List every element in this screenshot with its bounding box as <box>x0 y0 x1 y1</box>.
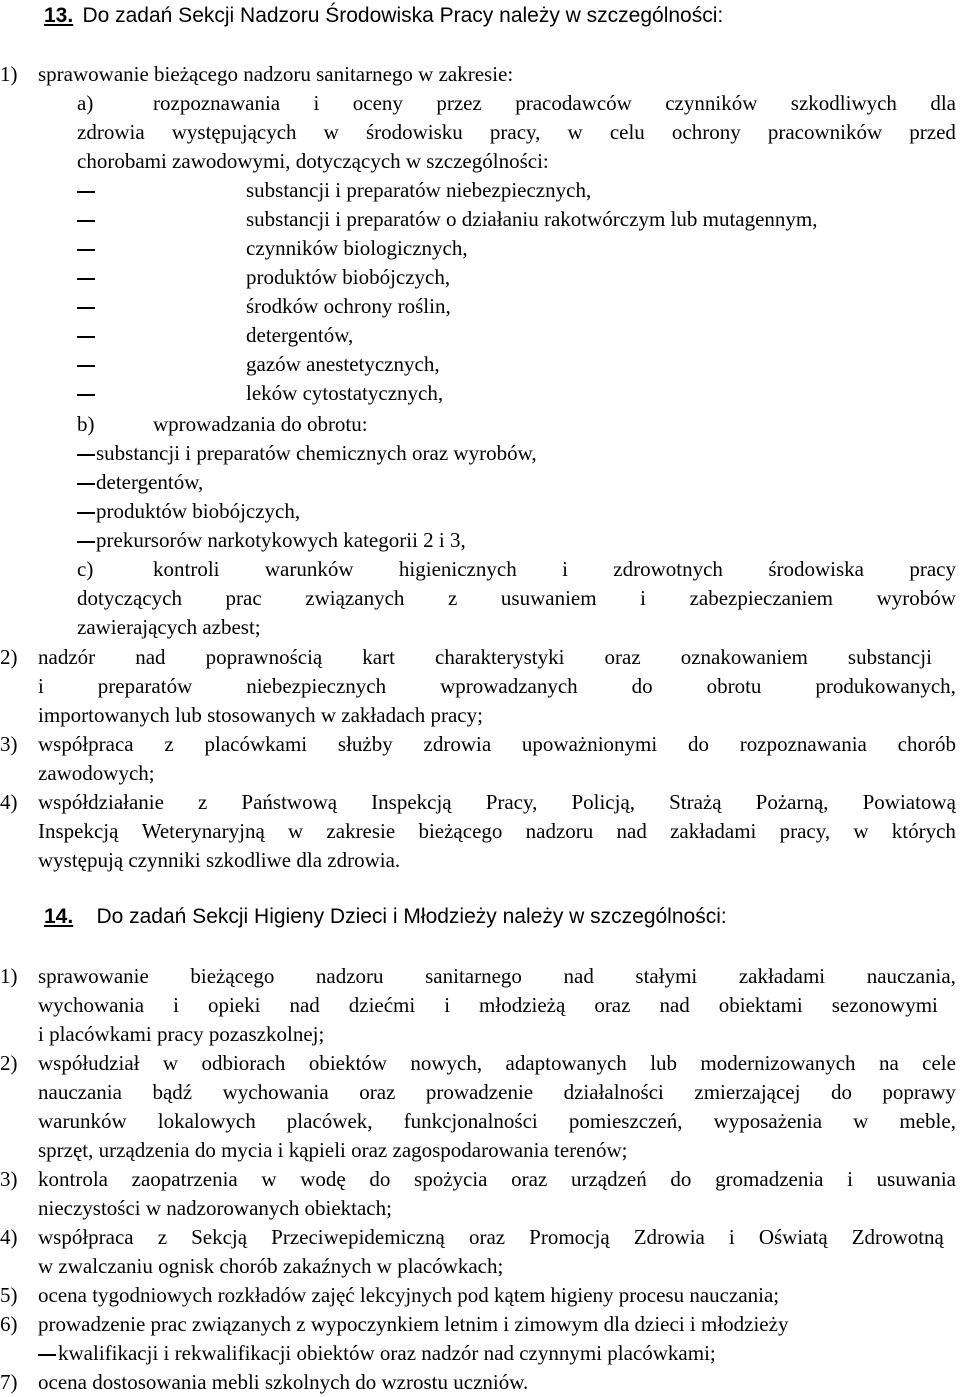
s13-item2-line3: importowanych lub stosowanych w zakładach pracy; <box>38 703 483 727</box>
s13-b-dash-mark <box>77 541 95 543</box>
word: zakładami <box>738 964 826 988</box>
word: oraz <box>511 1167 548 1191</box>
word: nad <box>289 993 320 1017</box>
word: oraz <box>604 645 641 669</box>
word: usuwania <box>876 1167 956 1191</box>
s14-item3-line1 <box>38 1165 956 1194</box>
s14-item1-number: 1) <box>0 964 18 988</box>
word: Sekcją <box>191 1225 248 1249</box>
s13-a-item: substancji i preparatów niebezpiecznych, <box>246 178 592 202</box>
s14-item2-line1 <box>38 1049 956 1078</box>
word: obiektów <box>308 1051 387 1075</box>
word: dotyczących <box>77 586 182 610</box>
word: wychowania <box>222 1080 329 1104</box>
word: w <box>853 1109 869 1133</box>
s13-b-label: b) <box>77 412 95 436</box>
s13-item2-line2 <box>38 672 956 701</box>
s13-b-item: prekursorów narkotykowych kategorii 2 i 3, <box>96 528 466 552</box>
word: dla <box>930 91 956 115</box>
word: z <box>164 732 174 756</box>
section-14-heading <box>44 902 727 931</box>
word: upoważnionymi <box>521 732 658 756</box>
word: Policją, <box>571 790 636 814</box>
word: zmierzającej <box>694 1080 801 1104</box>
word: bądź <box>152 1080 193 1104</box>
word: środowiska <box>768 557 864 581</box>
s14-item7-text: ocena dostosowania mebli szkolnych do wzrostu uczniów. <box>38 1370 529 1394</box>
s13-a-item: substancji i preparatów o działaniu rakotwórczym lub mutagennym, <box>246 207 818 231</box>
s13-item4-line3: występują czynniki szkodliwe dla zdrowia. <box>38 848 401 872</box>
word: pracodawców <box>515 91 632 115</box>
word: poprawnością <box>205 645 323 669</box>
s13-c-line3: zawierających azbest; <box>77 615 261 639</box>
word: poprawy <box>882 1080 956 1104</box>
s13-item2-line1 <box>38 643 932 672</box>
s13-a-dash-mark <box>77 220 95 222</box>
word: Zdrowotną <box>851 1225 944 1249</box>
s13-a-item: gazów anestetycznych, <box>246 352 440 376</box>
word: środowisku <box>365 120 463 144</box>
s13-a-item: detergentów, <box>246 323 354 347</box>
word: odbiorach <box>201 1051 286 1075</box>
s13-a-line3: chorobami zawodowymi, dotyczących w szczególności: <box>77 149 549 173</box>
section-13-title: Do zadań Sekcji Nadzoru Środowiska Pracy należy w szczególności: <box>82 4 724 27</box>
s13-a-item: środków ochrony roślin, <box>246 294 451 318</box>
word: funkcjonalności <box>403 1109 538 1133</box>
word: preparatów <box>97 674 193 698</box>
s13-a-dash-mark <box>77 336 95 338</box>
s13-item4-number: 4) <box>0 790 18 814</box>
word: na <box>878 1051 899 1075</box>
s14-item2-line2 <box>38 1078 956 1107</box>
word: do <box>687 732 709 756</box>
word: adaptowanych <box>505 1051 627 1075</box>
s13-item4-line1 <box>38 788 956 817</box>
s14-item6-number: 6) <box>0 1312 18 1336</box>
s14-item2-number: 2) <box>0 1051 18 1075</box>
s14-item4-line1 <box>38 1223 944 1252</box>
word: przez <box>436 91 482 115</box>
word: higienicznych <box>398 557 517 581</box>
word: rozpoznawania <box>739 732 867 756</box>
word: do <box>670 1167 692 1191</box>
word: wodę <box>300 1167 346 1191</box>
word: i <box>640 586 646 610</box>
word: pomieszczeń, <box>568 1109 683 1133</box>
s13-item1-text: sprawowanie bieżącego nadzoru sanitarnego w zakresie: <box>38 62 514 86</box>
s13-item4-line2 <box>38 817 956 846</box>
word: Przeciwepidemiczną <box>271 1225 445 1249</box>
word: Strażą <box>669 790 722 814</box>
word: współdziałanie <box>38 790 164 814</box>
word: pracy, <box>489 120 541 144</box>
word: do <box>631 674 653 698</box>
s13-a-item: produktów biobójczych, <box>246 265 451 289</box>
word: rozpoznawania <box>153 91 281 115</box>
s13-b-dash-mark <box>77 454 95 456</box>
word: kart <box>362 645 395 669</box>
word: których <box>891 819 956 843</box>
s14-item4-line2: w zwalczaniu ognisk chorób zakaźnych w placówkach; <box>38 1254 504 1278</box>
word: stałymi <box>635 964 698 988</box>
s13-a-label: a) <box>77 91 94 115</box>
word: zakładami <box>670 819 757 843</box>
word: i <box>562 557 568 581</box>
s14-item5-number: 5) <box>0 1283 18 1307</box>
word: służby <box>337 732 393 756</box>
s13-item1-number: 1) <box>0 62 18 86</box>
word: Oświatą <box>758 1225 828 1249</box>
word: warunków <box>264 557 354 581</box>
word: i <box>444 993 451 1017</box>
word: Powiatową <box>862 790 956 814</box>
word: zdrowia <box>423 732 492 756</box>
s13-item2-number: 2) <box>0 645 18 669</box>
word: związanych <box>305 586 405 610</box>
word: celu <box>609 120 645 144</box>
word: warunków <box>38 1109 127 1133</box>
word: bieżącego <box>418 819 503 843</box>
word: w <box>323 120 339 144</box>
s14-item4-number: 4) <box>0 1225 18 1249</box>
word: w <box>162 1051 179 1075</box>
word: i <box>38 674 44 698</box>
word: nad <box>616 819 647 843</box>
word: współpraca <box>38 732 134 756</box>
s13-b-dash-mark <box>77 512 95 514</box>
word: wychowania <box>38 993 145 1017</box>
word: prowadzenie <box>425 1080 534 1104</box>
s13-a-dash-mark <box>77 394 95 396</box>
word: chorób <box>897 732 956 756</box>
s13-b-item: substancji i preparatów chemicznych oraz wyrobów, <box>96 441 537 465</box>
word: czynników <box>665 91 758 115</box>
word: z <box>447 586 458 610</box>
word: zabezpieczaniem <box>689 586 833 610</box>
word: spożycia <box>414 1167 488 1191</box>
s13-c-line1 <box>153 555 956 584</box>
s14-item6-dash-text: kwalifikacji i rekwalifikacji obiektów oraz nadzór nad czynnymi placówkami; <box>58 1341 716 1365</box>
s14-item3-number: 3) <box>0 1167 18 1191</box>
word: do <box>830 1080 852 1104</box>
word: pracy, <box>779 819 831 843</box>
s13-c-line2 <box>77 584 956 613</box>
word: placówkami <box>204 732 308 756</box>
word: w <box>288 819 304 843</box>
word: niebezpiecznych <box>246 674 387 698</box>
word: szkodliwych <box>790 91 897 115</box>
word: Weterynaryjną <box>141 819 265 843</box>
s13-a-dash-mark <box>77 278 95 280</box>
word: wprowadzanych <box>440 674 578 698</box>
word: oraz <box>468 1225 506 1249</box>
word: nauczania <box>38 1080 122 1104</box>
s14-item7-number: 7) <box>0 1370 18 1394</box>
s13-a-dash-mark <box>77 191 95 193</box>
section-13-heading <box>44 1 723 30</box>
word: przed <box>909 120 956 144</box>
word: i <box>173 993 179 1017</box>
word: występujących <box>171 120 297 144</box>
s13-a-dash-mark <box>77 307 95 309</box>
word: w <box>853 819 869 843</box>
s13-c-label: c) <box>77 557 94 581</box>
word: i <box>313 91 320 115</box>
word: ochrony <box>671 120 741 144</box>
word: nauczania, <box>866 964 956 988</box>
word: meble, <box>899 1109 956 1133</box>
word: nad <box>659 993 690 1017</box>
s14-item2-line4: sprzęt, urządzenia do mycia i kąpieli oraz zagospodarowania terenów; <box>38 1138 628 1162</box>
word: z <box>157 1225 168 1249</box>
word: sprawowanie <box>38 964 149 988</box>
word: nowych, <box>410 1051 483 1075</box>
word: i <box>728 1225 735 1249</box>
word: oraz <box>359 1080 396 1104</box>
word: z <box>198 790 208 814</box>
word: prac <box>225 586 262 610</box>
s13-b-dash-mark <box>77 483 95 485</box>
word: działalności <box>563 1080 664 1104</box>
word: wyrobów <box>876 586 956 610</box>
word: substancji <box>847 645 932 669</box>
s13-item3-line1 <box>38 730 956 759</box>
word: Pożarną, <box>755 790 829 814</box>
word: cele <box>922 1051 956 1075</box>
word: współpraca <box>38 1225 134 1249</box>
word: w <box>261 1167 277 1191</box>
word: Pracy, <box>485 790 538 814</box>
s13-a-line2 <box>77 118 956 147</box>
word: Państwową <box>241 790 338 814</box>
word: urządzeń <box>570 1167 647 1191</box>
s13-item3-number: 3) <box>0 732 18 756</box>
s14-item6-dash-mark <box>38 1354 56 1356</box>
s14-item2-line3 <box>38 1107 956 1136</box>
word: obrotu <box>706 674 762 698</box>
word: gromadzenia <box>715 1167 824 1191</box>
s14-item6-text: prowadzenie prac związanych z wypoczynkiem letnim i zimowym dla dzieci i młodzieży <box>38 1312 789 1336</box>
section-14-title: Do zadań Sekcji Higieny Dzieci i Młodzieży należy w szczególności: <box>96 905 727 928</box>
word: nad <box>563 964 594 988</box>
word: charakterystyki <box>435 645 565 669</box>
word: wyposażenia <box>713 1109 823 1133</box>
word: bieżącego <box>190 964 275 988</box>
word: nadzoru <box>525 819 594 843</box>
word: oraz <box>594 993 631 1017</box>
s13-b-item: produktów biobójczych, <box>96 499 301 523</box>
word: pracy <box>909 557 956 581</box>
s13-b-text: wprowadzania do obrotu: <box>153 412 368 436</box>
word: i <box>847 1167 854 1191</box>
word: w <box>567 120 583 144</box>
word: nad <box>135 645 166 669</box>
word: kontroli <box>153 557 220 581</box>
word: współudział <box>38 1051 140 1075</box>
s14-item1-line1 <box>38 962 956 991</box>
word: oceny <box>352 91 403 115</box>
word: do <box>369 1167 391 1191</box>
word: młodzieżą <box>479 993 566 1017</box>
word: zakresie <box>326 819 396 843</box>
word: lokalowych <box>157 1109 256 1133</box>
word: lub <box>650 1051 678 1075</box>
word: Promocją <box>529 1225 610 1249</box>
s13-a-item: leków cytostatycznych, <box>246 381 444 405</box>
word: nadzoru <box>315 964 384 988</box>
s13-a-dash-mark <box>77 365 95 367</box>
word: pracowników <box>767 120 883 144</box>
word: usuwaniem <box>500 586 597 610</box>
word: zdrowia <box>77 120 145 144</box>
s14-item5-text: ocena tygodniowych rozkładów zajęć lekcyjnych pod kątem higieny procesu nauczania; <box>38 1283 780 1307</box>
s13-a-line1 <box>153 89 956 118</box>
word: dziećmi <box>348 993 416 1017</box>
word: zdrowotnych <box>613 557 723 581</box>
s14-item3-line2: nieczystości w nadzorowanych obiektach; <box>38 1196 392 1220</box>
word: zaopatrzenia <box>131 1167 238 1191</box>
s14-item1-line2 <box>38 991 938 1020</box>
word: kontrola <box>38 1167 108 1191</box>
section-13-number: 13. <box>44 4 74 27</box>
s13-a-item: czynników biologicznych, <box>246 236 468 260</box>
s13-a-dash-mark <box>77 249 95 251</box>
section-14-number: 14. <box>44 905 74 928</box>
s13-b-item: detergentów, <box>96 470 204 494</box>
word: obiektami <box>718 993 803 1017</box>
word: Zdrowia <box>633 1225 705 1249</box>
word: placówek, <box>286 1109 373 1133</box>
word: oznakowaniem <box>680 645 808 669</box>
word: modernizowanych <box>700 1051 856 1075</box>
word: Inspekcją <box>371 790 452 814</box>
word: Inspekcją <box>38 819 119 843</box>
word: nadzór <box>38 645 96 669</box>
word: sanitarnego <box>425 964 522 988</box>
word: opieki <box>207 993 261 1017</box>
word: sezonowymi <box>831 993 938 1017</box>
s14-item1-line3: i placówkami pracy pozaszkolnej; <box>38 1022 325 1046</box>
word: produkowanych, <box>815 674 956 698</box>
s13-item3-line2: zawodowych; <box>38 761 155 785</box>
